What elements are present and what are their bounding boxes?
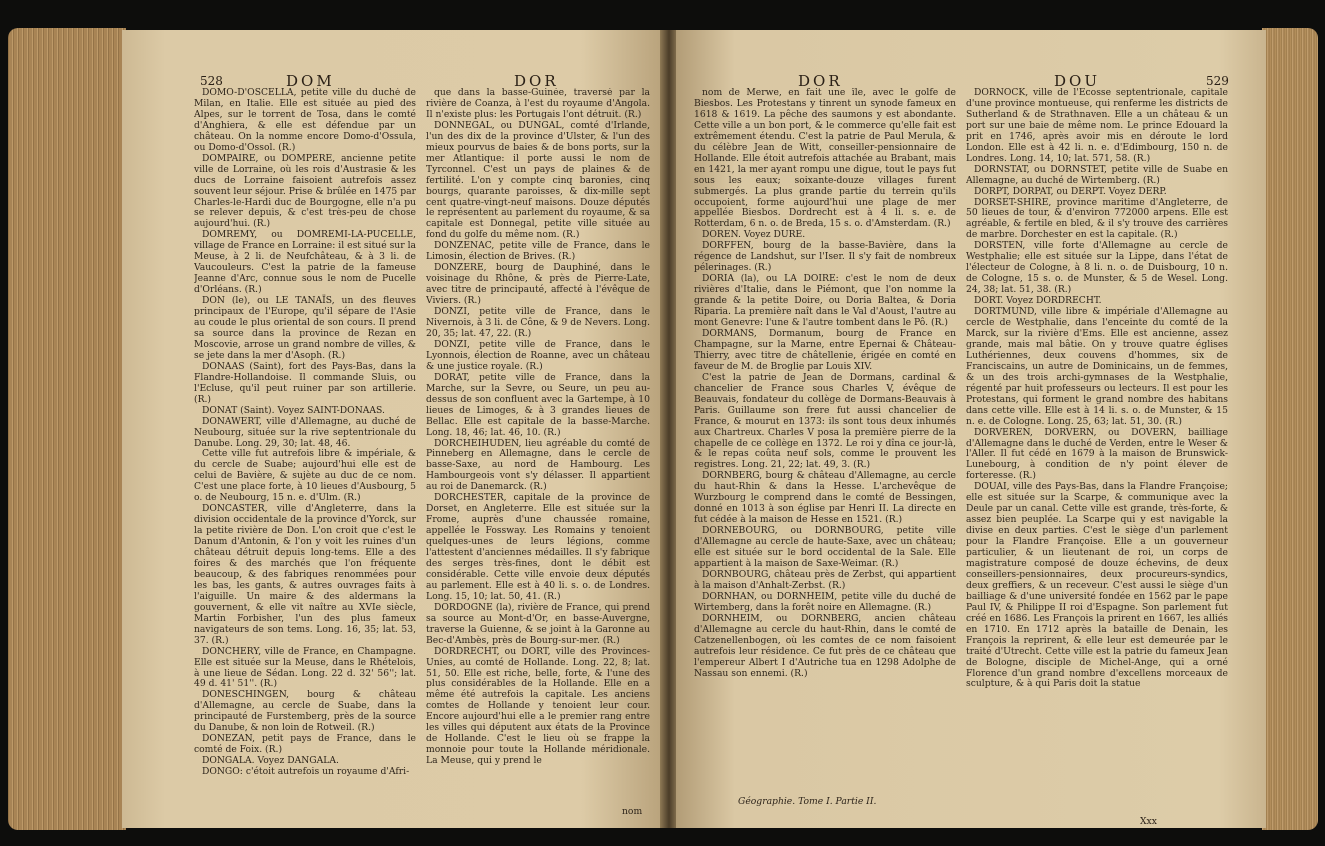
dictionary-entry: DOREN. Voyez DURE.	[702, 229, 806, 241]
dictionary-entry: DONAWERT, ville d'Allemagne, au duché de Neubourg, située sur la rive septentrionale du Danube. Long. 29, 30; lat. 48, 46.	[194, 415, 416, 449]
dictionary-entry: que dans la basse-Guinée, traversé par la rivière de Coanza, à l'est du royaume d'Angola. Il n'existe plus: les Portugais l'ont détruit. (R.)	[426, 88, 650, 120]
dictionary-entry: DONAAS (Saint), fort des Pays-Bas, dans la Flandre-Hollandoise. Il commande Sluis, ou l'Ecluse, qu'il peut ruiner par son artillerie. (R.)	[194, 360, 416, 405]
dictionary-entry: DORNOCK, ville de l'Ecosse septentrionale, capitale d'une province montueuse, qui renferme les districts de Sutherland & de Strathnaven. Elle a un château & un port sur une baie de même nom. Le prince Edouard la prit en 1746, après avoir mis en déroute le lord London. Elle est à 42 li. n. e. d'Edimbourg, 150 n. de Londres. Long. 14, 10; lat. 571, 58. (R.)	[966, 88, 1228, 164]
running-head-left-1: DOM	[286, 72, 335, 90]
dictionary-entry: DORTMUND, ville libre & impériale d'Allemagne au cercle de Westphalie, dans l'enceinte du comté de la Marck, sur la rivière d'Ems. Elle est ancienne, assez grande, mais mal bâtie. On y trouve quatre églises Luthériennes, deux couvens d'hommes, six de Franciscains, un autre de Dominicains, un de femmes, & un des trois archi-gymnases de la Westphalie, régenté par huit professeurs ou lecteurs. Il est pour les Protestans, qui forment le grand nombre des habitans dans cette ville. Elle est à 14 li. s. o. de Munster, & 15 n. e. de Cologne. Long. 25, 63; lat. 51, 30. (R.)	[966, 306, 1228, 427]
right-page	[676, 30, 1266, 828]
dictionary-entry: DORNHEIM, ou DORNBERG, ancien château d'Allemagne au cercle du haut-Rhin, dans le comté de Catzenellenbogen, où les comtes de ce nom faisoient autrefois leur résidence. Ce fut près de ce château que l'empereur Albert I d'Autriche tua en 1298 Adolphe de Nassau son ennemi. (R.)	[694, 612, 956, 679]
dictionary-entry: DORCHEIHUDEN, lieu agréable du comté de Pinneberg en Allemagne, dans le cercle de basse-Saxe, au nord de Hambourg. Les Hambourgeois vont s'y délasser. Il appartient au roi de Danemarck. (R.)	[426, 437, 650, 493]
right-column-1	[694, 88, 956, 796]
dictionary-entry: DORNBERG, bourg & château d'Allemagne, au cercle du haut-Rhin & dans la Hesse. L'archevêque de Wurzbourg le comprend dans le comté de Bessingen, donné en 1013 à son église par Henri II. La directe en fut cédée à la maison de Hesse en 1521. (R.)	[694, 470, 956, 526]
dictionary-entry: DONNEGAL, ou DUNGAL, comté d'Irlande, l'un des dix de la province d'Ulster, & l'un des mieux pourvus de baies & de bons ports, sur la mer Atlantique: il porte aussi le nom de Tyrconnel. C'est un pays de plaines & de fertilité. L'on y compte cinq baronies, cinq bourgs, quarante paroisses, & dix-mille sept cent quatre-vingt-neuf maisons. Douze députés le représentent au parlement du royaume, & sa capitale est Donnegal, petite ville située au fond du golfe du même nom. (R.)	[426, 119, 650, 241]
dictionary-entry: DONZI, petite ville de France, dans le Lyonnois, élection de Roanne, avec un château & une justice royale. (R.)	[426, 338, 650, 372]
left-page	[122, 30, 662, 828]
dictionary-entry: DORMANS, Dormanum, bourg de France en Champagne, sur la Marne, entre Epernai & Château-Thierry, avec titre de châtellenie, érigée en comté en faveur de M. de Broglie par Louis XIV.	[694, 327, 956, 372]
dictionary-entry: DONCASTER, ville d'Angleterre, dans la division occidentale de la province d'Yorck, sur la petite rivière de Don. L'on croit que c'est le Danum d'Antonin, & l'on y voit les ruines d'un château détruit depuis long-tems. Elle a des foires & des marchés que l'on fréquente beaucoup, & des fabriques renommées pour les bas, les gants, & autres ouvrages faits à l'aiguille. Un maire & des aldermans la gouvernent, & elle vit naître au XVIe siècle, Martin Forbisher, l'un des plus fameux navigateurs de son tems. Long. 16, 35; lat. 53, 37. (R.)	[194, 503, 416, 646]
dictionary-entry: nom de Merwe, en fait une île, avec le golfe de Biesbos. Les Protestans y tinrent un synode fameux en 1618 & 1619. La pêche des saumons y est abondante. Cette ville a un bon port, & le commerce qu'elle fait est extrêmement étendu. C'est la patrie de Paul Merula, & du célèbre Jean de Witt, conseiller-pensionnaire de Hollande. Elle étoit autrefois attachée au Brabant, mais en 1421, la mer ayant rompu une digue, tout le pays fut sous les eaux; soixante-douze villages furent submergés. La plus grande partie du terrein qu'ils occupoient, forme aujourd'hui une plage de mer appellée Biesbos. Dordrecht est à 4 li. s. e. de Rotterdam, 6 n. o. de Breda, 15 s. o. d'Amsterdam. (R.)	[694, 88, 956, 230]
dictionary-entry: DONGALA. Voyez DANGALA.	[202, 755, 339, 767]
left-page-edges	[8, 28, 126, 830]
dictionary-entry: DOMPAIRE, ou DOMPERE, ancienne petite ville de Lorraine, où les rois d'Austrasie & les ducs de Lorraine faisoient autrefois assez souvent leur séjour. Prise & brûlée en 1475 par Charles-le-Hardi duc de Bourgogne, elle n'a pu se relever depuis, & c'est très-peu de chose aujourd'hui. (R.)	[194, 152, 416, 230]
page-number-left: 528	[200, 74, 223, 88]
running-head-left-2: DOR	[514, 72, 559, 90]
dictionary-entry: DORIA (la), ou LA DOIRE: c'est le nom de deux rivières d'Italie, dans le Piémont, que l'on nomme la grande & la petite Doire, ou Doria Baltea, & Doria Riparia. La première naît dans le Val d'Aoust, l'autre au mont Genevre: l'une & l'autre tombent dans le Pô. (R.)	[694, 273, 956, 329]
dictionary-entry: DORCHESTER, capitale de la province de Dorset, en Angleterre. Elle est située sur la Frome, auprès d'une chaussée romaine, appellée le Fossway. Les Romains y tenoient quelques-unes de leurs légions, comme l'attestent d'anciennes médailles. Il s'y fabrique des serges très-fines, dont le débit est considérable. Cette ville envoie deux députés au parlement. Elle est à 40 li. s. o. de Londres. Long. 15, 10; lat. 50, 41. (R.)	[426, 492, 650, 602]
dictionary-entry: DORDOGNE (la), rivière de France, qui prend sa source au Mont-d'Or, en basse-Auvergne, traverse la Guienne, & se joint à la Garonne au Bec-d'Ambès, près de Bourg-sur-mer. (R.)	[426, 601, 650, 646]
dictionary-entry: DORAT, petite ville de France, dans la Marche, sur la Sevre, ou Seure, un peu au-dessus de son confluent avec la Gartempe, à 10 lieues de Limoges, & à 3 grandes lieues de Bellac. Elle est capitale de la basse-Marche. Long. 18, 46; lat. 46, 10. (R.)	[426, 371, 650, 438]
dictionary-entry: DON (le), ou LE TANAÏS, un des fleuves principaux de l'Europe, qu'il sépare de l'Asie au coude le plus oriental de son cours. Il prend sa source dans la province de Rezan en Moscovie, arrose un grand nombre de villes, & se jete dans la mer d'Asoph. (R.)	[194, 295, 416, 361]
dictionary-entry: C'est la patrie de Jean de Dormans, cardinal & chancelier de France sous Charles V, évêque de Beauvais, fondateur du collège de Dormans-Beauvais à Paris. Guillaume son frere fut aussi chancelier de France, & mourut en 1373: ils sont tous deux inhumés aux Chartreux. Charles V posa la première pierre de la chapelle de ce collège en 1372. Le roi y dîna ce jour-là, & le repas coûta neuf sols, comme le prouvent les registres. Long. 21, 22; lat. 49, 3. (R.)	[694, 371, 956, 471]
dictionary-entry: DORNSTAT, ou DORNSTET, petite ville de Suabe en Allemagne, au duché de Wirtemberg. (R.)	[966, 163, 1228, 186]
dictionary-entry: DORT. Voyez DORDRECHT.	[974, 295, 1102, 307]
page-footer: Géographie. Tome I. Partie II.	[738, 796, 877, 807]
dictionary-entry: DORNEBOURG, ou DORNBOURG, petite ville d'Allemagne au cercle de haute-Saxe, avec un château; elle est située sur le bord occidental de la Sale. Elle appartient à la maison de Saxe-Weimar. (R.)	[694, 525, 956, 569]
dictionary-entry: DONAT (Saint). Voyez SAINT-DONAAS.	[202, 404, 385, 416]
dictionary-entry: DORVEREN, DORVERN, ou DOVERN, bailliage d'Allemagne dans le duché de Verden, entre le Weser & l'Aller. Il fut cédé en 1679 à la maison de Brunswick-Lunebourg, à condition de n'y point élever de forteresse. (R.)	[966, 426, 1228, 482]
dictionary-entry: DONCHERY, ville de France, en Champagne. Elle est située sur la Meuse, dans le Rhételois, à une lieue de Sédan. Long. 22 d. 32' 56''; lat. 49 d. 41' 51''. (R.)	[194, 645, 416, 690]
dictionary-entry: DORPT, DORPAT, ou DERPT. Voyez DERP.	[974, 185, 1167, 197]
signature-mark: Xxx	[1140, 816, 1157, 827]
dictionary-entry: DONGO: c'étoit autrefois un royaume d'Afri-	[202, 766, 410, 778]
left-column-1	[194, 88, 416, 816]
dictionary-entry: DORDRECHT, ou DORT, ville des Provinces-Unies, au comté de Hollande. Long. 22, 8; lat. 51, 50. Elle est riche, belle, forte, & l'une des plus considérables de la Hollande. Elle en a même été autrefois la capitale. Les anciens comtes de Hollande y tenoient leur cour. Encore aujourd'hui elle a le premier rang entre les villes qui députent aux états de la Province de Hollande. C'est le lieu où se frappe la monnoie pour toute la Hollande méridionale. La Meuse, qui y prend le	[426, 645, 650, 767]
left-column-2	[426, 88, 650, 806]
running-head-right-1: DOR	[798, 72, 843, 90]
dictionary-entry: DORSET-SHIRE, province maritime d'Angleterre, de 50 lieues de tour, & d'environ 772000 arpens. Elle est agréable, & fertile en bled, & il s'y trouve des carrières de marbre. Dorchester en est la capitale. (R.)	[966, 196, 1228, 241]
dictionary-entry: DORFFEN, bourg de la basse-Bavière, dans la régence de Landshut, sur l'Iser. Il s'y fait de nombreux pélerinages. (R.)	[694, 240, 956, 274]
dictionary-entry: DONZENAC, petite ville de France, dans le Limosin, élection de Brives. (R.)	[426, 240, 650, 263]
dictionary-entry: DONZI, petite ville de France, dans le Nivernois, à 3 li. de Cône, & 9 de Nevers. Long. 20, 35; lat. 47, 22. (R.)	[426, 306, 650, 339]
dictionary-entry: DONZERE, bourg de Dauphiné, dans le voisinage du Rhône, & près de Pierre-Late, avec titre de principauté, affecté à l'évêque de Viviers. (R.)	[426, 262, 650, 307]
dictionary-entry: DOMO-D'OSCELLA, petite ville du duché de Milan, en Italie. Elle est située au pied des Alpes, sur le torrent de Tosa, dans le comté d'Anghiera, & elle est défendue par un château. On la nomme encore Domo-d'Ossula, ou Domo-d'Ossol. (R.)	[194, 88, 416, 153]
dictionary-entry: DOMREMY, ou DOMREMI-LA-PUCELLE, village de France en Lorraine: il est situé sur la Meuse, à 2 li. de Neufchâteau, & à 3 li. de Vaucouleurs. C'est la patrie de la fameuse Jeanne d'Arc, connue sous le nom de Pucelle d'Orléans. (R.)	[194, 229, 416, 296]
running-head-right-2: DOU	[1054, 72, 1100, 90]
right-page-edges	[1262, 28, 1318, 830]
right-column-2	[966, 88, 1228, 814]
dictionary-entry: DORSTEN, ville forte d'Allemagne au cercle de Westphalie; elle est située sur la Lippe, dans l'état de l'électeur de Cologne, à 8 li. n. o. de Duisbourg, 10 n. de Cologne, 15 s. o. de Munster, & 5 de Wesel. Long. 24, 38; lat. 51, 38. (R.)	[966, 240, 1228, 296]
dictionary-entry: DORNBOURG, château près de Zerbst, qui appartient à la maison d'Anhalt-Zerbst. (R.)	[694, 568, 956, 591]
page-number-right: 529	[1206, 74, 1229, 88]
dictionary-entry: Cette ville fut autrefois libre & impériale, & du cercle de Suabe; aujourd'hui elle est de celui de Bavière, & sujète au duc de ce nom. C'est une place forte, à 10 lieues d'Ausbourg, 5 o. de Neubourg, 15 n. e. d'Ulm. (R.)	[194, 448, 416, 504]
dictionary-entry: DORNHAN, ou DORNHEIM, petite ville du duché de Wirtemberg, dans la forêt noire en Allemagne. (R.)	[694, 590, 956, 613]
dictionary-entry: DONEZAN, petit pays de France, dans le comté de Foix. (R.)	[194, 733, 416, 756]
catchword: nom	[622, 806, 643, 817]
dictionary-entry: DONESCHINGEN, bourg & château d'Allemagne, au cercle de Suabe, dans la principauté de Furstemberg, près de la source du Danube, & non loin de Rotweil. (R.)	[194, 689, 416, 734]
dictionary-entry: DOUAI, ville des Pays-Bas, dans la Flandre Françoise; elle est située sur la Scarpe, & communique avec la Deule par un canal. Cette ville est grande, très-forte, & assez bien peuplée. La Scarpe qui y est navigable la divise en deux parties. C'est le siège d'un parlement pour la Flandre Françoise. Elle a un gouverneur particulier, & un lieutenant de roi, un corps de magistrature composé de douze échevins, de deux conseillers-pensionnaires, deux procureurs-syndics, deux greffiers, & un receveur. C'est aussi le siège d'un bailliage & d'une université fondée en 1562 par le pape Paul IV, & Philippe II roi d'Espagne. Son parlement fut créé en 1686. Les François la prirent en 1667, les alliés en 1710. En 1712 après la bataille de Denain, les François la reprirent, & elle leur est demeurée par le traité d'Utrecht. Cette ville est la patrie du fameux Jean de Bologne, disciple de Michel-Ange, qui a orné Florence d'un grand nombre d'excellens morceaux de sculpture, & à qui Paris doit la statue	[966, 481, 1228, 690]
